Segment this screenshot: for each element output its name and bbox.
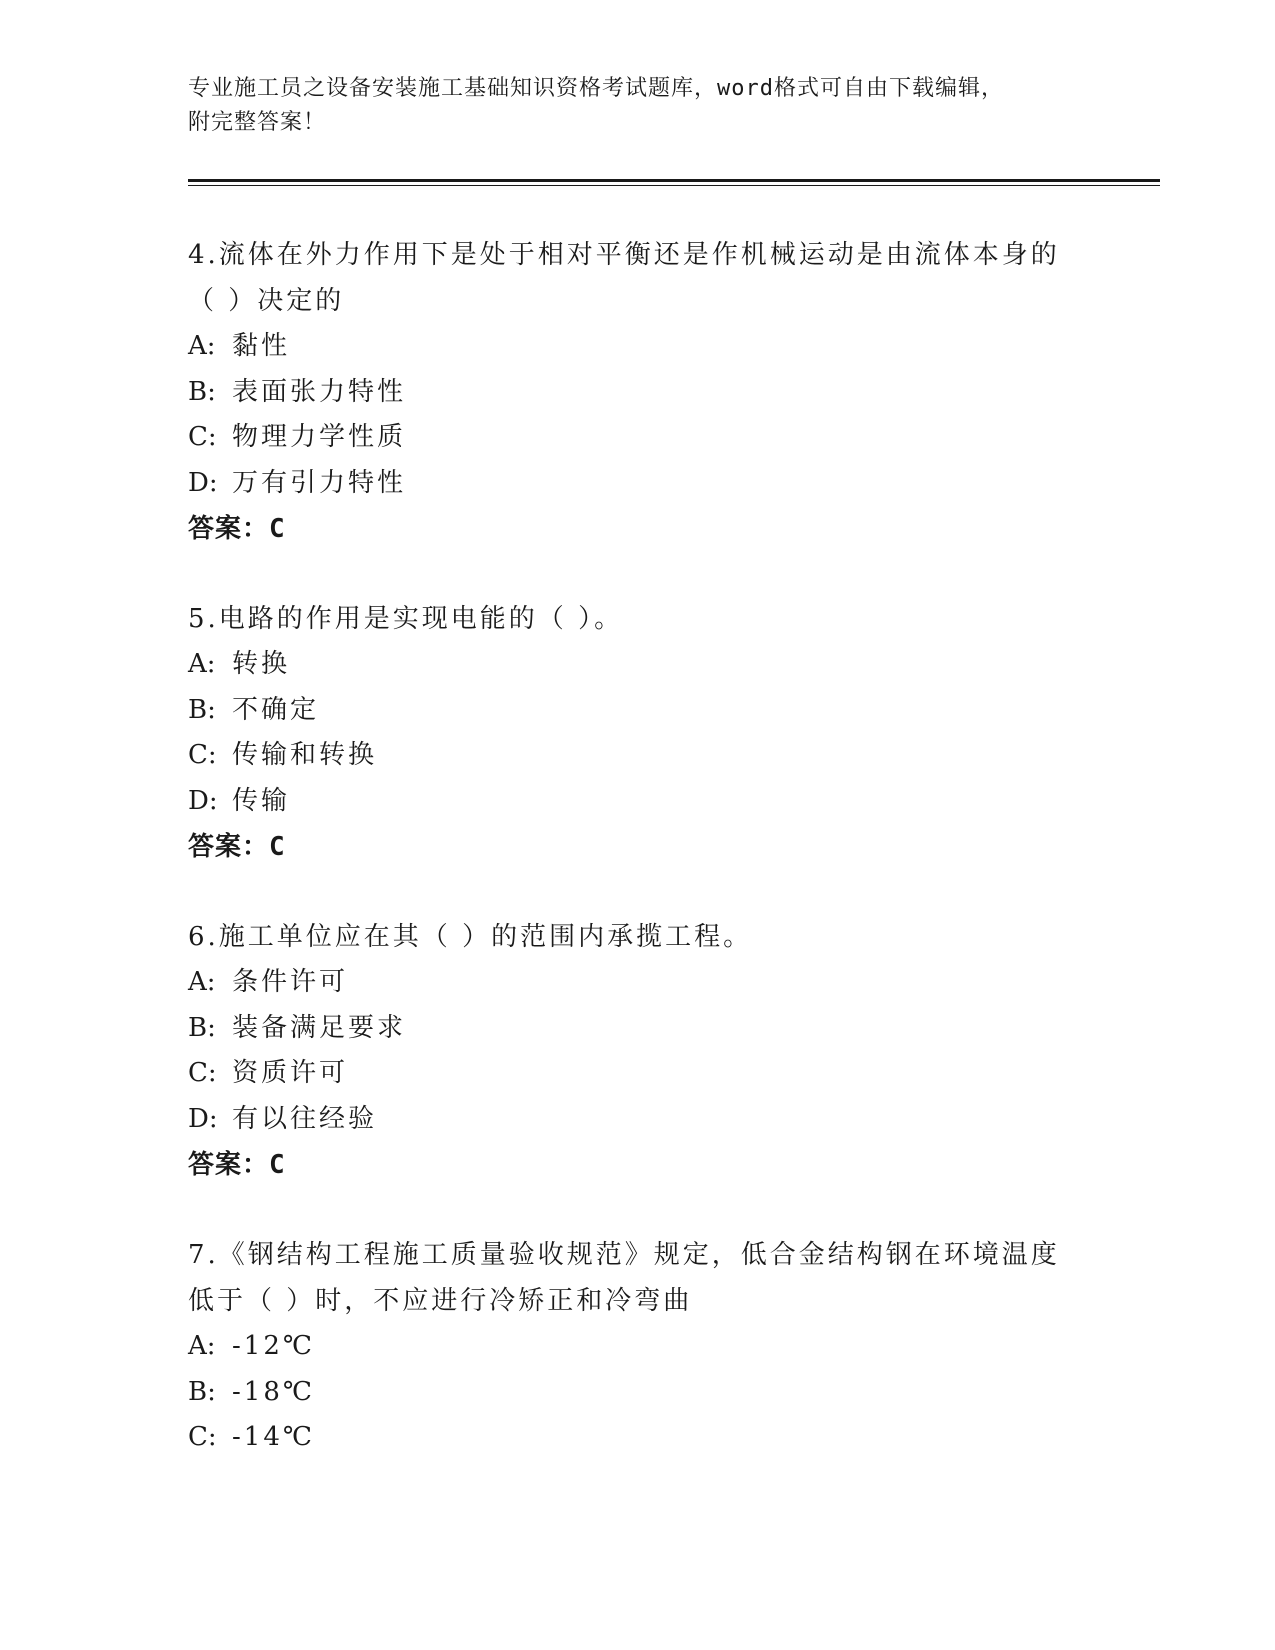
option-letter: D:: [188, 785, 218, 816]
option-a: [188, 324, 1088, 370]
option-letter: D:: [188, 1103, 218, 1134]
answer-line: 答案：C: [188, 514, 286, 544]
option-text: 传输和转换: [232, 740, 378, 770]
header-rule-thin: [188, 185, 1160, 186]
option-letter: A:: [188, 1331, 216, 1361]
option-text: 表面张力特性: [232, 376, 407, 407]
option-letter: A:: [188, 331, 216, 361]
question-stem-continued: （ ）决定的: [188, 286, 345, 316]
option-text: 转换: [232, 649, 291, 679]
question-4: [188, 232, 1088, 552]
option-letter: A:: [188, 649, 216, 679]
option-c: [188, 1051, 1088, 1097]
option-letter: D:: [188, 467, 218, 498]
question-stem-continued: 低于（ ）时，不应进行冷矫正和冷弯曲: [188, 1286, 693, 1316]
option-letter: B:: [188, 1012, 216, 1043]
answer-line: 答案：C: [188, 1150, 286, 1180]
option-b: [188, 370, 1088, 416]
option-letter: A:: [188, 967, 216, 997]
header-line-2: 附完整答案！: [188, 110, 327, 135]
option-text: 万有引力特性: [232, 467, 407, 498]
option-b: [188, 1006, 1088, 1052]
option-text: 物理力学性质: [232, 422, 407, 452]
option-letter: B:: [188, 694, 216, 725]
header-rule-thick: [188, 179, 1160, 182]
header-line-1: 专业施工员之设备安装施工基础知识资格考试题库，word格式可自由下载编辑，: [188, 76, 1004, 101]
option-text: 黏性: [232, 331, 291, 361]
option-a: [188, 642, 1088, 688]
option-letter: C:: [188, 740, 217, 770]
question-stem: 5.电路的作用是实现电能的（ ）。: [188, 604, 624, 634]
question-stem: 7.《钢结构工程施工质量验收规范》规定，低合金结构钢在环境温度: [188, 1240, 1060, 1270]
option-d: [188, 779, 1088, 825]
question-7: [188, 1232, 1088, 1461]
option-text: 资质许可: [232, 1058, 349, 1088]
question-stem: 6.施工单位应在其（ ）的范围内承揽工程。: [188, 922, 753, 952]
option-letter: C:: [188, 422, 217, 452]
option-letter: B:: [188, 376, 216, 407]
option-text: 条件许可: [232, 967, 349, 997]
option-a: [188, 960, 1088, 1006]
answer-line: 答案：C: [188, 832, 286, 862]
option-b: [188, 688, 1088, 734]
option-text: -18℃: [232, 1376, 315, 1407]
option-a: [188, 1324, 1088, 1370]
question-5: [188, 596, 1088, 870]
question-6: [188, 914, 1088, 1188]
option-text: -14℃: [232, 1422, 315, 1452]
option-c: [188, 1415, 1088, 1461]
option-letter: C:: [188, 1058, 217, 1088]
document-header: [188, 72, 1088, 140]
option-text: 有以往经验: [232, 1103, 378, 1134]
option-b: [188, 1370, 1088, 1416]
option-c: [188, 415, 1088, 461]
option-letter: C:: [188, 1422, 217, 1452]
option-text: 传输: [232, 785, 291, 816]
option-c: [188, 733, 1088, 779]
option-text: 不确定: [232, 694, 320, 725]
option-d: [188, 461, 1088, 507]
option-letter: B:: [188, 1376, 216, 1407]
option-d: [188, 1097, 1088, 1143]
option-text: 装备满足要求: [232, 1012, 407, 1043]
option-text: -12℃: [232, 1331, 315, 1361]
question-stem: 4.流体在外力作用下是处于相对平衡还是作机械运动是由流体本身的: [188, 240, 1060, 270]
question-list: [188, 232, 1088, 1505]
